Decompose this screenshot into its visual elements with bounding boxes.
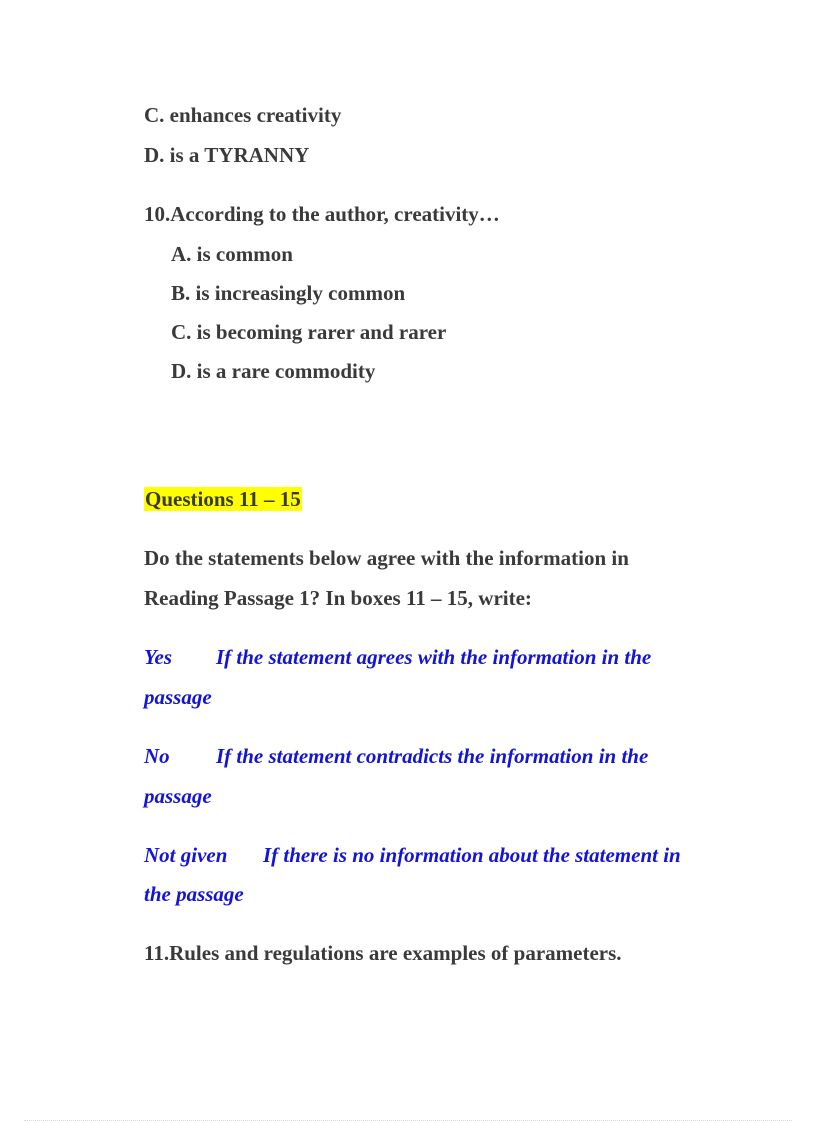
answer-key-no-desc: If the statement contradicts the information in the xyxy=(216,744,649,768)
option-d: D. is a TYRANNY xyxy=(144,143,310,167)
answer-key-yes-desc-cont: passage xyxy=(144,685,212,709)
answer-key-yes xyxy=(144,646,651,669)
answer-key-not-given-desc-cont: the passage xyxy=(144,882,244,906)
answer-key-no-term: No xyxy=(144,744,170,768)
question-10-option-d: D. is a rare commodity xyxy=(171,359,376,383)
option-c: C. enhances creativity xyxy=(144,103,342,127)
question-10-option-a: A. is common xyxy=(171,242,293,266)
page-bottom-divider xyxy=(24,1120,792,1121)
instructions-line-2: Reading Passage 1? In boxes 11 – 15, write: xyxy=(144,586,532,610)
instructions-line-1: Do the statements below agree with the information in xyxy=(144,546,629,570)
answer-key-not-given-term: Not given xyxy=(144,843,228,867)
section-heading-text: Questions 11 – 15 xyxy=(145,487,301,511)
question-10-option-c: C. is becoming rarer and rarer xyxy=(171,320,447,344)
answer-key-not-given xyxy=(144,844,681,867)
answer-key-no xyxy=(144,745,648,768)
question-11-stem: 11.Rules and regulations are examples of parameters. xyxy=(144,941,622,965)
section-heading xyxy=(144,488,302,511)
answer-key-no-desc-cont: passage xyxy=(144,784,212,808)
answer-key-yes-desc: If the statement agrees with the information in the xyxy=(216,645,652,669)
answer-key-yes-term: Yes xyxy=(144,645,172,669)
answer-key-not-given-desc: If there is no information about the statement in xyxy=(263,843,681,867)
question-10-stem: 10.According to the author, creativity… xyxy=(144,202,500,226)
question-10-option-b: B. is increasingly common xyxy=(171,281,406,305)
